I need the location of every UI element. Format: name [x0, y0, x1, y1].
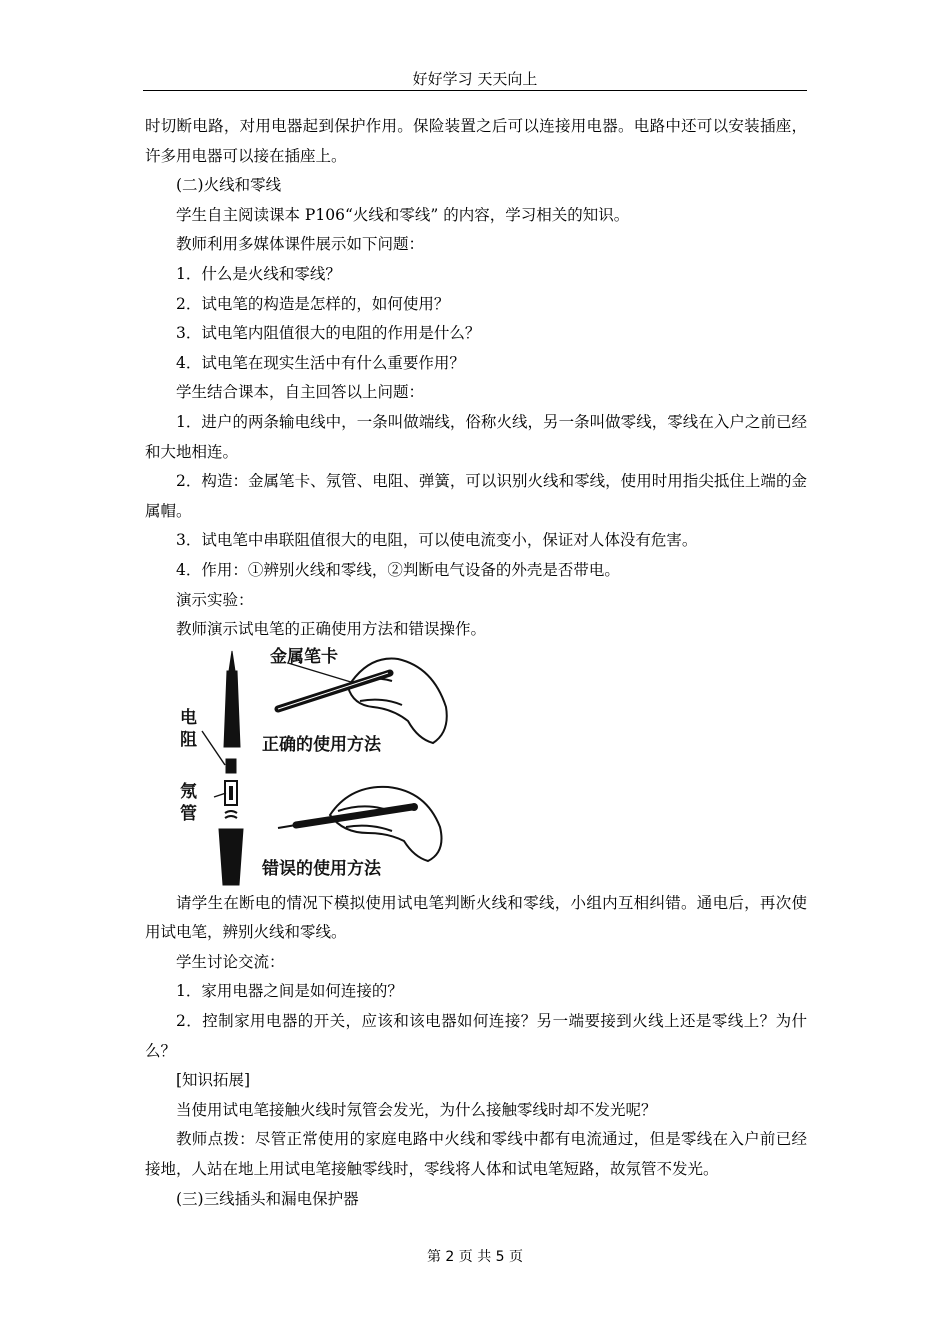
list-item: 4．试电笔在现实生活中有什么重要作用？: [176, 353, 465, 372]
paragraph: 演示实验：: [176, 590, 254, 609]
list-item: 4．作用：①辨别火线和零线，②判断电气设备的外壳是否带电。: [176, 560, 620, 579]
test-pen-parts: [219, 651, 243, 885]
list-item: 3．试电笔内阻值很大的电阻的作用是什么？: [176, 324, 481, 343]
paragraph: 教师利用多媒体课件展示如下问题：: [176, 235, 425, 254]
section-heading: (二)火线和零线: [176, 176, 282, 195]
list-item: 2．试电笔的构造是怎样的，如何使用？: [176, 294, 450, 313]
wrong-usage-hand: [330, 787, 442, 861]
correct-usage-label: 正确的使用方法: [262, 734, 381, 755]
test-pen-figure: [178, 647, 452, 887]
wrong-usage-label: 错误的使用方法: [262, 858, 381, 879]
paragraph: 时切断电路，对用电器起到保护作用。保险装置之后可以连接用电器。电路中还可以安装插座，许多用电器可以接在插座上。: [145, 117, 807, 165]
paragraph: 学生讨论交流：: [176, 952, 285, 971]
document-body: [145, 112, 807, 1214]
paragraph: 请学生在断电的情况下模拟使用试电笔判断火线和零线，小组内互相纠错。通电后，再次使用试电笔，辨别火线和零线。: [145, 893, 807, 942]
resistor-label: 电阻: [180, 707, 197, 750]
metal-clip-label: 金属笔卡: [270, 646, 338, 667]
list-item: 2．构造：金属笔卡、氖管、电阻、弹簧，可以识别火线和零线，使用时用指尖抵住上端的金属帽。: [145, 472, 807, 520]
paragraph: 学生结合课本，自主回答以上问题：: [176, 383, 425, 402]
list-item: 2．控制家用电器的开关，应该和该电器如何连接？另一端要接到火线上还是零线上？为什么？: [145, 1012, 807, 1060]
paragraph: 当使用试电笔接触火线时氖管会发光，为什么接触零线时却不发光呢？: [176, 1100, 657, 1119]
test-pen-illustration: [178, 647, 452, 887]
list-item: 1．什么是火线和零线？: [176, 264, 341, 283]
section-heading: (三)三线插头和漏电保护器: [176, 1189, 359, 1208]
list-item: 3．试电笔中串联阻值很大的电阻，可以使电流变小，保证对人体没有危害。: [176, 531, 698, 550]
section-heading: [知识拓展]: [176, 1071, 251, 1090]
list-item: 1．进户的两条输电线中，一条叫做端线，俗称火线，另一条叫做零线，零线在入户之前已经和大地相连。: [145, 412, 807, 461]
paragraph: 教师点拨：尽管正常使用的家庭电路中火线和零线中都有电流通过，但是零线在入户前已经接地，人站在地上用试电笔接触零线时，零线将人体和试电笔短路，故氖管不发光。: [145, 1130, 807, 1179]
neon-tube-label: 氖管: [180, 781, 197, 824]
paragraph: 教师演示试电笔的正确使用方法和错误操作。: [176, 620, 487, 639]
page-footer: 第 2 页 共 5 页: [426, 1249, 524, 1265]
paragraph: 学生自主阅读课本 P106“火线和零线” 的内容，学习相关的知识。: [176, 205, 630, 224]
list-item: 1．家用电器之间是如何连接的？: [176, 982, 403, 1001]
correct-usage-hand: [348, 658, 447, 742]
page-header: 好好学习 天天向上: [143, 68, 807, 91]
